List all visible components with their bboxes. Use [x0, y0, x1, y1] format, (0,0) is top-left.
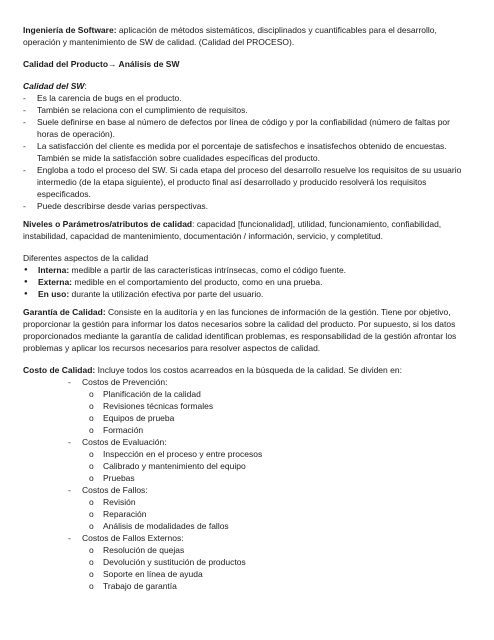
- cost-item-text: Revisión: [103, 497, 136, 507]
- cost-group-text: Costos de Prevención:: [82, 377, 168, 387]
- garantia-term: Garantía de Calidad:: [23, 307, 106, 317]
- dash-mark: -: [68, 437, 71, 447]
- intro-paragraph: [23, 24, 471, 48]
- cost-item: [89, 520, 471, 532]
- intro-text: aplicación de métodos sistemáticos, disciplinados y cuantificables para el desarrollo, operación y mantenimiento de SW de calidad. (Calidad del PROCESO).: [23, 25, 437, 47]
- right-arrow-icon: →: [108, 59, 117, 69]
- cost-item-text: Revisiones técnicas formales: [103, 401, 214, 411]
- bullet-icon: ●: [24, 291, 28, 297]
- aspecto-text: medible a partir de las características intrínsecas, como el código fuente.: [69, 265, 347, 275]
- cost-item-text: Reparación: [103, 509, 147, 519]
- niveles-term: Niveles o Parámetros/atributos de calidad: [23, 219, 193, 229]
- aspectos-list: [23, 264, 471, 300]
- circle-bullet-icon: o: [89, 581, 94, 591]
- calidad-sw-heading: [23, 80, 471, 92]
- circle-bullet-icon: o: [89, 473, 94, 483]
- list-item: [23, 276, 471, 288]
- aspecto-text: medible en el comportamiento del producto, como en una prueba.: [72, 277, 323, 287]
- dash-mark: -: [23, 201, 26, 211]
- costo-term: Costo de Calidad:: [23, 365, 96, 375]
- list-item: [23, 164, 471, 200]
- list-item-text: Suele definirse en base al número de defectos por línea de código y por la confiabilidad (número de faltas por horas de operación).: [37, 117, 450, 139]
- dash-mark: -: [68, 485, 71, 495]
- costo-list: [68, 376, 471, 592]
- bullet-icon: ●: [24, 279, 28, 285]
- circle-bullet-icon: o: [89, 389, 94, 399]
- circle-bullet-icon: o: [89, 497, 94, 507]
- calidad-sw-colon: :: [84, 81, 87, 91]
- circle-bullet-icon: o: [89, 413, 94, 423]
- list-item-text: También se relaciona con el cumplimiento de requisitos.: [37, 105, 248, 115]
- cost-group-label: [68, 436, 471, 448]
- cost-item-text: Devolución y sustitución de productos: [103, 557, 246, 567]
- dash-mark: -: [23, 105, 26, 115]
- cost-item-text: Equipos de prueba: [103, 413, 175, 423]
- costo-text: Incluye todos los costos acarreados en la búsqueda de la calidad. Se dividen en:: [95, 365, 402, 375]
- list-item: [23, 264, 471, 276]
- circle-bullet-icon: o: [89, 509, 94, 519]
- cost-item-text: Pruebas: [103, 473, 135, 483]
- section-title-right: Análisis de SW: [116, 59, 180, 69]
- cost-item: [89, 496, 471, 508]
- cost-group-label: [68, 484, 471, 496]
- cost-item: [89, 508, 471, 520]
- list-item-text: Es la carencia de bugs en el producto.: [37, 93, 182, 103]
- cost-item: [89, 388, 471, 400]
- list-item: [23, 116, 471, 140]
- aspectos-heading: Diferentes aspectos de la calidad: [23, 253, 149, 263]
- costo-paragraph: [23, 364, 471, 376]
- circle-bullet-icon: o: [89, 449, 94, 459]
- list-item: [23, 140, 471, 164]
- garantia-paragraph: [23, 306, 471, 354]
- cost-group-text: Costos de Evaluación:: [82, 437, 167, 447]
- list-item: [23, 104, 471, 116]
- circle-bullet-icon: o: [89, 425, 94, 435]
- list-item-text: Engloba a todo el proceso del SW. Si cada etapa del proceso del desarrollo resuelve los requisitos de su usuario intermedio (de la etapa siguiente), el producto final así desarrollado y producido resolverá los requisitos especificados.: [37, 165, 462, 199]
- cost-item: [89, 568, 471, 580]
- cost-item-text: Calibrado y mantenimiento del equipo: [103, 461, 246, 471]
- circle-bullet-icon: o: [89, 569, 94, 579]
- list-item: [23, 288, 471, 300]
- list-item-text: La satisfacción del cliente es medida por el porcentaje de satisfechos e insatisfechos obtenido de encuestas. También se mide la satisfacción sobre cualidades específicas del producto.: [37, 141, 447, 163]
- dash-mark: -: [68, 377, 71, 387]
- list-item: [23, 92, 471, 104]
- cost-item: [89, 556, 471, 568]
- niveles-text: : capacidad [funcionalidad], utilidad, funcionamiento, confiabilidad, instabilidad, capacidad de mantenimiento, documentación / información, servicio, y completitud.: [23, 219, 442, 241]
- dash-mark: -: [23, 117, 26, 127]
- dash-mark: -: [68, 533, 71, 543]
- cost-item-text: Soporte en línea de ayuda: [103, 569, 203, 579]
- cost-item-text: Trabajo de garantía: [103, 581, 177, 591]
- niveles-paragraph: [23, 218, 471, 242]
- cost-item-text: Inspección en el proceso y entre procesos: [103, 449, 263, 459]
- cost-item: [89, 472, 471, 484]
- cost-item: [89, 400, 471, 412]
- circle-bullet-icon: o: [89, 545, 94, 555]
- document-page: [23, 24, 471, 592]
- cost-item: [89, 580, 471, 592]
- garantia-text: Consiste en la auditoría y en las funciones de información de la gestión. Tiene por objetivo, proporcionar la gestión para informar los datos necesarios sobre la calidad del producto. Por supuesto, si los datos proporcionados mediante la garantía de calidad identifican problemas, es responsabilidad de la gestión afrontar los problemas y aplicar los recursos necesarios para resolver aspectos de calidad.: [23, 307, 457, 353]
- circle-bullet-icon: o: [89, 401, 94, 411]
- cost-group-text: Costos de Fallos Externos:: [82, 533, 184, 543]
- cost-item-text: Formación: [103, 425, 144, 435]
- circle-bullet-icon: o: [89, 557, 94, 567]
- section-title-left: Calidad del Producto: [23, 59, 109, 69]
- cost-item-text: Planificación de la calidad: [103, 389, 201, 399]
- cost-item-text: Resolución de quejas: [103, 545, 185, 555]
- cost-item: [89, 424, 471, 436]
- cost-group-text: Costos de Fallos:: [82, 485, 148, 495]
- calidad-sw-heading-text: Calidad del SW: [23, 81, 85, 91]
- cost-item: [89, 460, 471, 472]
- cost-item: [89, 412, 471, 424]
- circle-bullet-icon: o: [89, 521, 94, 531]
- list-item: [23, 200, 471, 212]
- circle-bullet-icon: o: [89, 461, 94, 471]
- cost-item: [89, 448, 471, 460]
- aspecto-term: En uso:: [38, 289, 70, 299]
- cost-item: [89, 544, 471, 556]
- dash-mark: -: [23, 93, 26, 103]
- cost-group-label: [68, 376, 471, 388]
- cost-item-text: Análisis de modalidades de fallos: [103, 521, 229, 531]
- dash-mark: -: [23, 141, 26, 151]
- aspecto-text: durante la utilización efectiva por parte del usuario.: [69, 289, 264, 299]
- dash-mark: -: [23, 165, 26, 175]
- calidad-sw-list: [23, 92, 471, 212]
- aspecto-term: Externa:: [38, 277, 73, 287]
- list-item-text: Puede describirse desde varias perspectivas.: [37, 201, 209, 211]
- section-title: [23, 58, 471, 70]
- bullet-icon: ●: [24, 267, 28, 273]
- aspecto-term: Interna:: [38, 265, 70, 275]
- intro-term: Ingeniería de Software:: [23, 25, 117, 35]
- cost-group-label: [68, 532, 471, 544]
